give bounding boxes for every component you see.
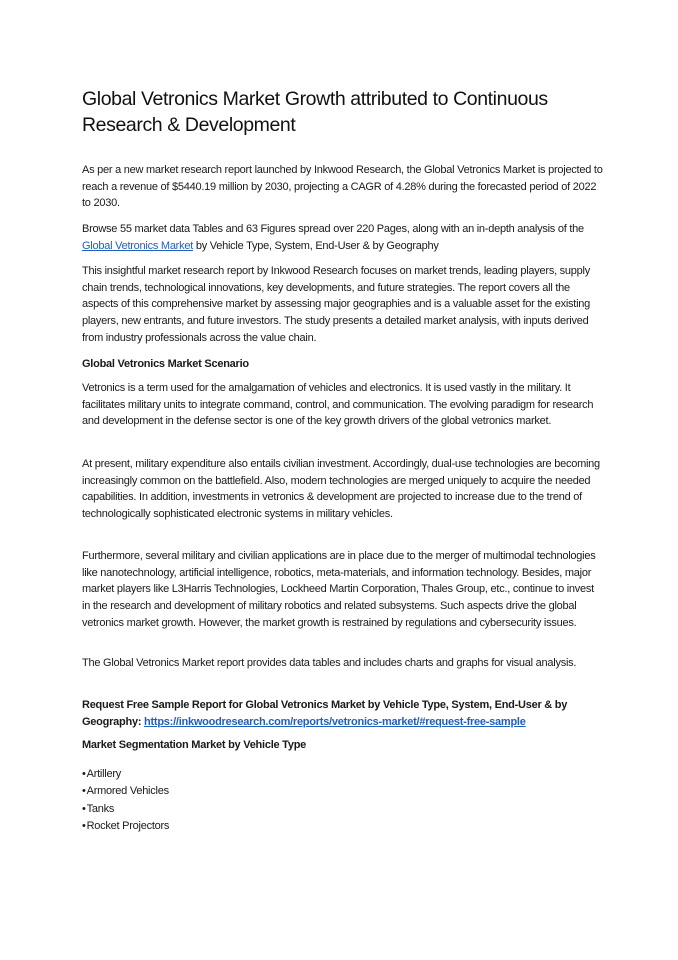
list-item: • Artillery [82, 766, 604, 783]
scenario-paragraph-1: Vetronics is a term used for the amalgamation of vehicles and electronics. It is used vastly in the military. It facilitates military units to integrate command, control, and communication. The evolving paradigm for research and development in the defense sector is one of the key growth drivers of the global vetronics market. [82, 382, 594, 428]
request-sample-paragraph [82, 697, 604, 730]
list-item: • Armored Vehicles [82, 783, 604, 800]
intro-paragraph: As per a new market research report launched by Inkwood Research, the Global Vetronics Market is projected to reach a revenue of $5440.19 million by 2030, projecting a CAGR of 4.28% during the forecasted period of 2022 to 2030. [82, 164, 603, 210]
request-sample-text: Request Free Sample Report for Global Vetronics Market by Vehicle Type, System, End-User & by Geography: [82, 699, 568, 728]
vehicle-type-list [82, 766, 604, 835]
scenario-paragraph-3: Furthermore, several military and civilian applications are in place due to the merger of multimodal technologies like nanotechnology, artificial intelligence, robotics, meta-materials, and information technology. Besides, major market players like L3Harris Technologies, Lockheed Martin Corporation, Thales Group, etc., continue to invest in the research and development of military robotics and related subsystems. Such aspects drive the global vetronics market growth. However, the market growth is restrained by regulations and cybersecurity issues. [82, 550, 596, 629]
browse-text: Browse 55 market data Tables and 63 Figures spread over 220 Pages, along with an in-depth analysis of the [82, 223, 584, 235]
scenario-paragraph-2: At present, military expenditure also entails civilian investment. Accordingly, dual-use technologies are becoming increasingly common on the battlefield. Also, modern technologies are merged uniquely to acquire the needed capabilities. In addition, investments in vetronics & development are projected to increase due to the trend of technologically sophisticated electronic systems in military vehicles. [82, 458, 600, 521]
browse-text-end: by Vehicle Type, System, End-User & by Geography [193, 239, 439, 252]
report-note-paragraph: The Global Vetronics Market report provides data tables and includes charts and graphs for visual analysis. [82, 657, 577, 669]
global-vetronics-market-link[interactable]: Global Vetronics Market [82, 239, 194, 252]
list-item: • Rocket Projectors [82, 818, 604, 835]
request-sample-link[interactable]: https://inkwoodresearch.com/reports/vetronics-market/#request-free-sample [144, 715, 526, 728]
page-title: Global Vetronics Market Growth attributed to Continuous Research & Development [82, 88, 548, 136]
insight-paragraph: This insightful market research report by Inkwood Research focuses on market trends, leading players, supply chain trends, technological innovations, key developments, and future strategies. The report covers all the aspects of this comprehensive market by assessing major geographies and is a valuable asset for the existing players, new entrants, and future investors. The study presents a detailed market analysis, with inputs derived from industry professionals across the value chain. [82, 265, 591, 344]
scenario-heading: Global Vetronics Market Scenario [82, 358, 249, 370]
segmentation-heading: Market Segmentation Market by Vehicle Type [82, 739, 307, 751]
browse-paragraph [82, 221, 604, 254]
list-item: • Tanks [82, 801, 604, 818]
